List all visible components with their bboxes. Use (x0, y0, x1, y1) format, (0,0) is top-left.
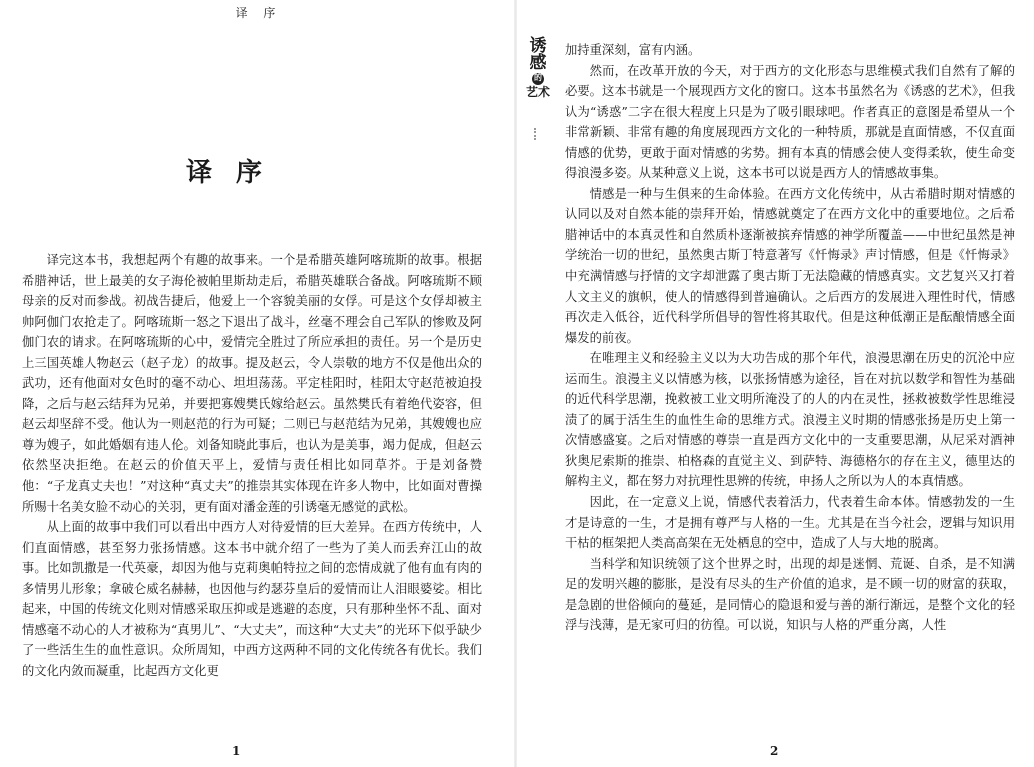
logo-char: 感 (529, 53, 547, 73)
paragraph: 因此，在一定意义上说，情感代表着活力，代表着生命本体。情感勃发的一生才是诗意的一生，才是拥有尊严与人格的一生。尤其是在当今社会，逻辑与知识用干枯的框架把人类高高架在无处栖息的空中，造成了人与大地的脱离。 (565, 495, 1015, 551)
paragraph: 然而，在改革开放的今天，对于西方的文化形态与思维模式我们自然有了解的必要。这本书就是一个展现西方文化的窗口。这本书虽然名为《诱惑的艺术》，但我认为“诱惑”二字在很大程度上只是为了吸引眼球吧。作者真正的意图是希望从一个非常新颖、非常有趣的角度展现西方文化的一种特质，那就是直面情感，不仅直面情感的优势，更敢于面对情感的劣势。拥有本真的情感会使人变得柔软，使生命变得浪漫多姿。从某种意义上说，这本书可以说是西方人的情感故事集。 (565, 63, 1015, 181)
running-head: 译 序 (235, 6, 282, 20)
logo-char: 诱 (529, 36, 547, 56)
chapter-title: 译序 (186, 158, 287, 188)
page-number: 1 (232, 744, 241, 758)
paragraph: 在唯理主义和经验主义以为大功告成的那个年代，浪漫思潮在历史的沉沦中应运而生。浪漫主义以情感为核，以张扬情感为途径，旨在对抗以数学和智性为基础的近代科学思潮，挽救被工业文明所淹没了的人的内在灵性，拯救被数学性思维浸渍了的属于活生生的血性生命的思维方式。浪漫主义时期的情感张扬是历史上第一次情感盛宴。之后对情感的尊崇一直是西方文化中的一支重要思潮，从尼采对酒神狄奥尼索斯的推崇、柏格森的直觉主义、到萨特、海德格尔的存在主义，德里达的解构主义，都在努力对抗理性思辨的传统，申扬人之所以为人的本真情感。 (565, 351, 1015, 489)
logo-subtitle: 艺术 (525, 85, 550, 99)
left-body-text (22, 250, 482, 681)
paragraph: 从上面的故事中我们可以看出中西方人对待爱情的巨大差异。在西方传统中，人们直面情感，甚至努力张扬情感。这本书中就介绍了一些为了美人而丢弃江山的故事。比如凯撒是一代英豪，却因为他与克莉奥帕特拉之间的恋情成就了他有血有肉的多情男儿形象；拿破仑威名赫赫，也因他与约瑟芬皇后的爱情而让人泪眼婆娑。相比起来，中国的传统文化则对情感采取压抑或是逃避的态度，只有那种坐怀不乱、面对情感毫不动心的人才被称为“真男儿”、“大丈夫”，而这种“大丈夫”的光环下似乎缺少了一些活生生的血性意识。众所周知，中西方这两种不同的文化传统各有优长。我们的文化内敛而凝重，比起西方文化更 (22, 520, 482, 678)
paragraph: 加持重深刻，富有内涵。 (565, 43, 701, 57)
right-body-text (565, 40, 1015, 636)
paragraph: 译完这本书，我想起两个有趣的故事来。一个是希腊英雄阿喀琉斯的故事。根据希腊神话，世上最美的女子海伦被帕里斯劫走后，希腊英雄联合备战。阿喀琉斯不顾母亲的反对而参战。初战告捷后，他爱上一个容貌美丽的女俘。可是这个女俘却被主帅阿伽门农抢走了。阿喀琉斯一怒之下退出了战斗，丝毫不理会自己军队的惨败及阿伽门农的请求。在阿喀琉斯的心中，爱情完全胜过了所应承担的责任。另一个是历史上三国英雄人物赵云（赵子龙）的故事。提及赵云，令人崇敬的地方不仅是他出众的武功，还有他面对女色时的毫不动心、坦坦荡荡。平定桂阳时，桂阳太守赵范被迫投降，之后与赵云结拜为兄弟，并要把寡嫂樊氏嫁给赵云。虽然樊氏有着绝代姿容，但赵云却坚辞不受。他认为一则赵范的行为可疑；二则已与赵范结为兄弟，其嫂嫂也应尊为嫂子，如此婚姻有违人伦。刘备知晓此事后，也认为是美事，竭力促成，但赵云依然坚决拒绝。在赵云的价值天平上，爱情与责任相比如同草芥。于是刘备赞他：“子龙真丈夫也！”对这种“真丈夫”的推崇其实体现在许多人物中，比如面对曹操所赐十名美女脸不动心的关羽，更有面对潘金莲的引诱毫无感觉的武松。 (22, 253, 482, 514)
book-logo (525, 38, 551, 99)
decorative-dots (534, 128, 538, 140)
right-page (517, 0, 1034, 767)
page-number: 2 (770, 744, 779, 758)
paragraph: 当科学和知识统领了这个世界之时，出现的却是迷惘、荒诞、自杀，是不知满足的发明兴趣的膨胀，是没有尽头的生产价值的追求，是不顾一切的财富的获取，是急剧的世俗倾向的蔓延，是同情心的隐退和爱与善的渐行渐远，是整个文化的轻浮与浅薄，是无家可归的彷徨。可以说，知识与人格的严重分离，人性 (565, 556, 1015, 633)
logo-small-char: 的 (532, 73, 544, 85)
paragraph: 情感是一种与生俱来的生命体验。在西方文化传统中，从古希腊时期对情感的认同以及对自然本能的崇拜开始，情感就奠定了在西方文化中的重要地位。之后希腊神话中的本真灵性和自然质朴逐渐被摈弃情感的神学所覆盖——中世纪虽然是神学统治一切的世纪，虽然奥古斯丁特意著写《忏悔录》声讨情感，但是《忏悔录》中充满情感与抒情的文字却泄露了奥古斯丁无法隐藏的情感真实。文艺复兴又打着人文主义的旗帜，使人的情感得到普遍确认。之后西方的发展进入理性时代，情感再次走入低谷，近代科学所倡导的智性将其取代。但是这种低潮正是酝酿情感全面爆发的前夜。 (565, 186, 1015, 345)
